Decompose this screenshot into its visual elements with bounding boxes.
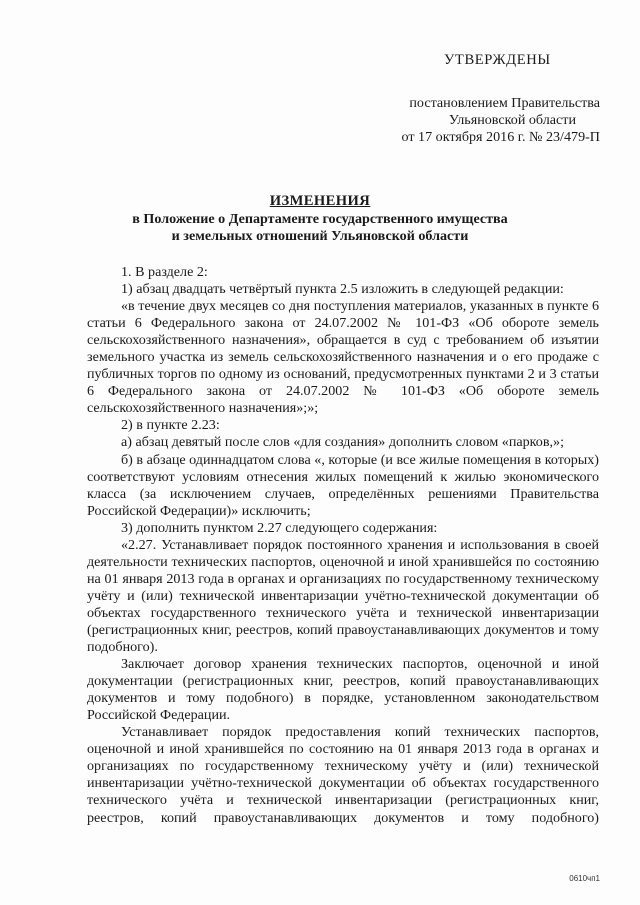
approval-line: постановлением Правительства (409, 95, 600, 112)
amendment-text: «2.27. Устанавливает порядок постоянного хранения и использования в своей деятельности технических паспортов, оценочной и иной хранившейся по состоянию на 01 января 2013 года в органах и организациях по государственному техническому учёту и (или) технической инвентаризации учётно-технической документации об объектах государственного технического учёта и технической инвентаризации (регистрационных книг, реестров, копий правоустанавливающих документов и тому подобного). (87, 536, 599, 656)
section-heading: 1. В разделе 2: (121, 264, 208, 280)
amendment-item: 1) абзац двадцать четвёртый пункта 2.5 изложить в следующей редакции: (121, 281, 564, 298)
title-subtitle: и земельных отношений Ульяновской области (171, 228, 469, 245)
amendment-text: Заключает договор хранения технических паспортов, оценочной и иной документации (регистрационных книг, реестров, копий правоустанавливающих документов и тому подобного) в порядке, установленном законодательством Российской Федерации. (87, 656, 599, 724)
approval-line: от 17 октября 2016 г. № 23/479-П (401, 129, 600, 146)
amendment-subitem: б) в абзаце одиннадцатом слова «, которые (и все жилые помещения в которых) соответствуют условиям отнесения жилых помещений к жилью экономического класса (за исключением случаев, определённых решениями Правительства Российской Федерации)» исключить; (87, 451, 599, 519)
document-code: 0610чп1 (569, 874, 600, 883)
title-main: ИЗМЕНЕНИЯ (269, 193, 371, 209)
document-title (110, 193, 530, 245)
amendment-subitem: а) абзац девятый после слов «для создания» дополнить словом «парков,»; (121, 434, 564, 451)
title-subtitle: в Положение о Департаменте государственного имущества (132, 211, 508, 228)
approval-heading: УТВЕРЖДЕНЫ (444, 52, 551, 68)
approval-stamp (360, 52, 600, 146)
amendment-item: 2) в пункте 2.23: (121, 417, 220, 434)
amendment-text: Устанавливает порядок предоставления копий технических паспортов, оценочной и иной хранившейся по состоянию на 01 января 2013 года в органах и организациях по государственному техническому учёту и (или) технической инвентаризации учётно-технической документации об объектах государственного технического учёта и технической инвентаризации (регистрационных книг, реестров, копий правоустанавливающих документов и тому подобного) (87, 724, 599, 826)
amendment-text: «в течение двух месяцев со дня поступления материалов, указанных в пункте 6 статьи 6 Федерального закона от 24.07.2002 № 101-ФЗ «Об обороте земель сельскохозяйственного назначения», обращается в суд с требованием об изъятии земельного участка из земель сельскохозяйственного назначения и о его продаже с публичных торгов по одному из оснований, предусмотренных пунктами 2 и 3 статьи 6 Федерального закона от 24.07.2002 № 101-ФЗ «Об обороте земель сельскохозяйственного назначения»;»; (87, 298, 599, 417)
approval-line: Ульяновской области (448, 112, 576, 129)
document-body (87, 264, 599, 827)
amendment-item: 3) дополнить пунктом 2.27 следующего содержания: (121, 519, 438, 536)
